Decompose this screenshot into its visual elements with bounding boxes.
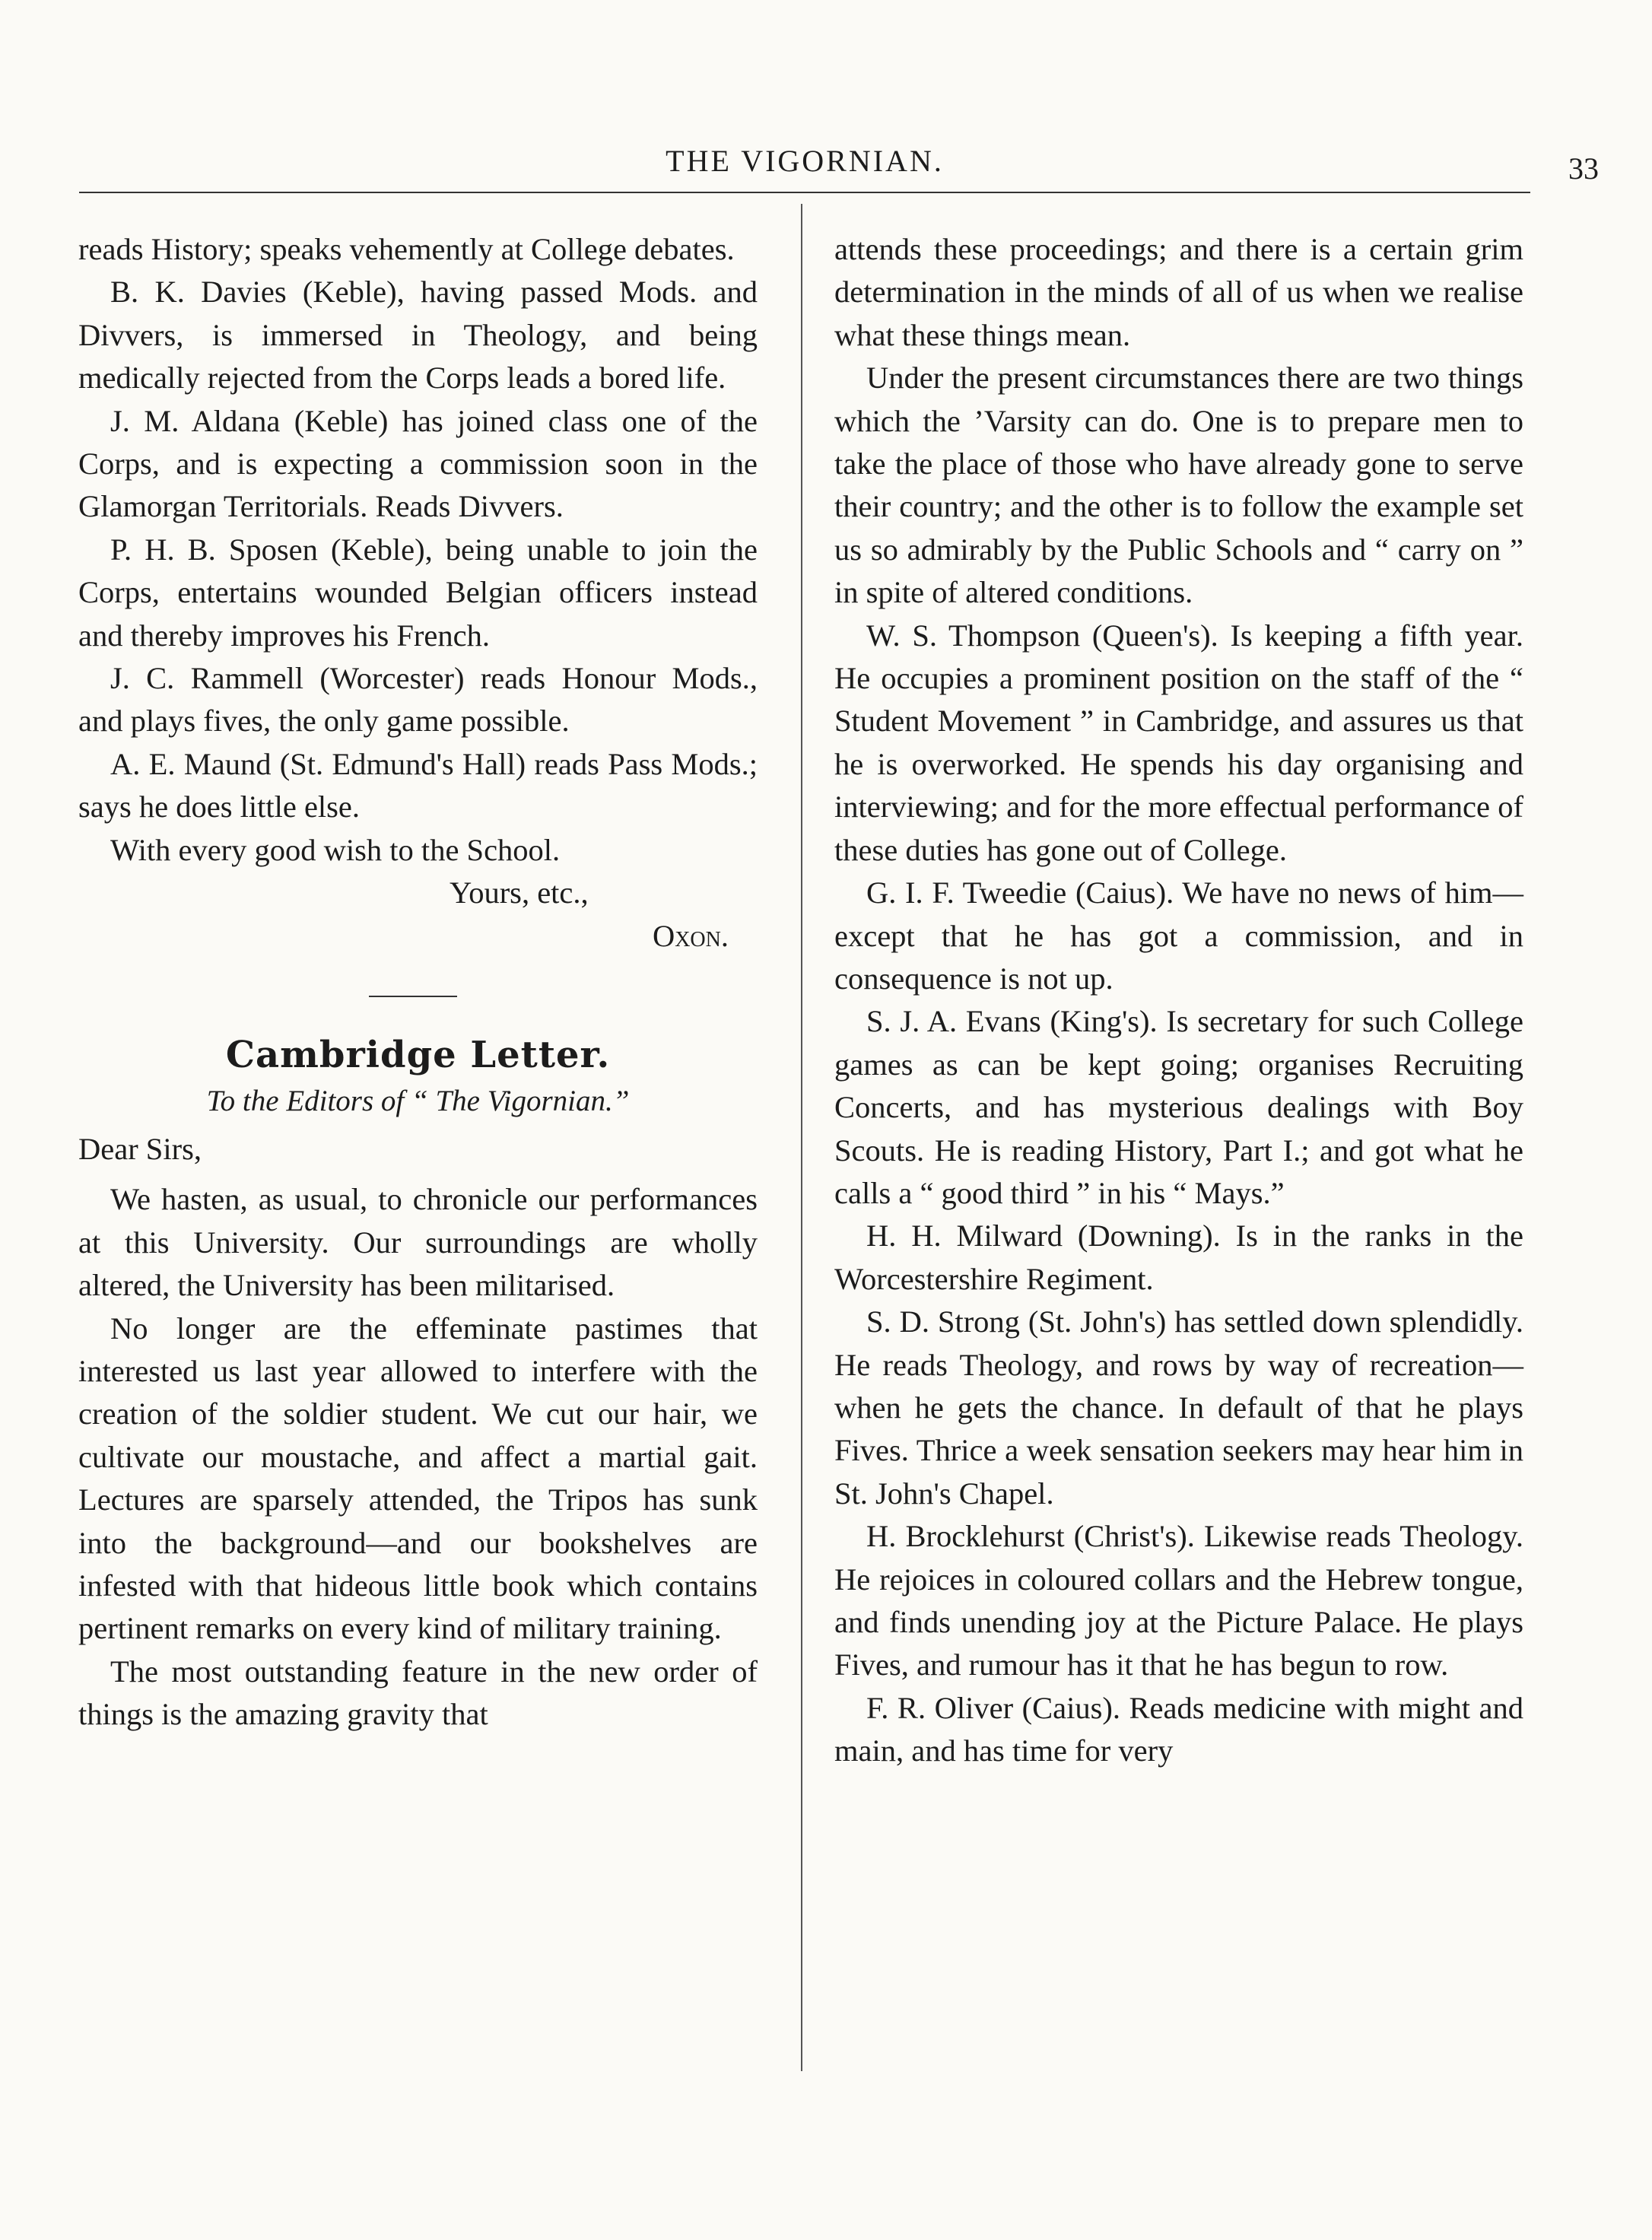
paragraph: We hasten, as usual, to chronicle our performances at this University. Our surroundings are wholly altered, the University has been militarised. xyxy=(78,1182,758,1303)
paragraph: J. C. Rammell (Worcester) reads Honour Mods., and plays fives, the only game possible. xyxy=(78,661,758,739)
paragraph: With every good wish to the School. xyxy=(110,832,561,867)
running-title: THE VIGORNIAN. xyxy=(666,144,944,178)
left-column xyxy=(78,228,758,1736)
column-divider xyxy=(801,204,802,2071)
paragraph: No longer are the effeminate pastimes that interested us last year allowed to interfere with the creation of the soldier student. We cut our hair, we cultivate our moustache, and affect a martial gait. Lectures are sparsely attended, the Tripos has sunk into the background—and our bookshelves are infested with that hideous little book which contains pertinent remarks on every kind of military training. xyxy=(78,1311,758,1646)
paragraph: attends these proceedings; and there is a certain grim determination in the minds of all of us when we realise what these things mean. xyxy=(834,232,1523,352)
paragraph: J. M. Aldana (Keble) has joined class one of the Corps, and is expecting a commission soon in the Glamorgan Territorials. Reads Divvers. xyxy=(78,403,758,524)
section-title: Cambridge Letter. xyxy=(225,1033,611,1076)
paragraph: G. I. F. Tweedie (Caius). We have no news of him—except that he has got a commission, and in consequence is not up. xyxy=(834,875,1523,996)
paragraph: H. H. Milward (Downing). Is in the ranks in the Worcestershire Regiment. xyxy=(834,1218,1523,1296)
section-subtitle: To the Editors of “ The Vigornian.” xyxy=(206,1084,630,1117)
running-head xyxy=(79,143,1599,189)
paragraph: P. H. B. Sposen (Keble), being unable to join the Corps, entertains wounded Belgian officers instead and thereby improves his French. xyxy=(78,532,758,653)
paragraph: The most outstanding feature in the new order of things is the amazing gravity that xyxy=(78,1654,758,1732)
right-column xyxy=(834,228,1523,1773)
page-number: 33 xyxy=(1568,151,1599,186)
signoff: Yours, etc., xyxy=(450,875,589,910)
section-separator xyxy=(369,996,457,997)
paragraph: F. R. Oliver (Caius). Reads medicine with might and main, and has time for very xyxy=(834,1690,1523,1768)
header-rule xyxy=(79,192,1530,193)
paragraph: Under the present circumstances there are two things which the ’Varsity can do. One is to prepare men to take the place of those who have already gone to serve their country; and the other is to follow the example set us so admirably by the Public Schools and “ carry on ” in spite of altered conditions. xyxy=(834,361,1523,610)
paragraph: S. D. Strong (St. John's) has settled down splendidly. He reads Theology, and rows by way of recreation—when he gets the chance. In default of that he plays Fives. Thrice a week sensation seekers may hear him in St. John's Chapel. xyxy=(834,1304,1523,1511)
paragraph: H. Brocklehurst (Christ's). Likewise reads Theology. He rejoices in coloured collars and the Hebrew tongue, and finds unending joy at the Picture Palace. He plays Fives, and rumour has it that he has begun to row. xyxy=(834,1519,1523,1682)
paragraph: S. J. A. Evans (King's). Is secretary for such College games as can be kept going; organises Recruiting Concerts, and has mysterious dealings with Boy Scouts. He is reading History, Part I.; and got what he calls a “ good third ” in his “ Mays.” xyxy=(834,1004,1523,1210)
paragraph: reads History; speaks vehemently at College debates. xyxy=(78,232,735,266)
paragraph: A. E. Maund (St. Edmund's Hall) reads Pass Mods.; says he does little else. xyxy=(78,746,758,825)
salutation: Dear Sirs, xyxy=(78,1131,202,1166)
paragraph: B. K. Davies (Keble), having passed Mods. and Divvers, is immersed in Theology, and being medically rejected from the Corps leads a bored life. xyxy=(78,275,758,396)
signature: Oxon. xyxy=(652,918,729,953)
paragraph: W. S. Thompson (Queen's). Is keeping a fifth year. He occupies a prominent position on the staff of the “ Student Movement ” in Cambridge, and assures us that he is overworked. He spends his day organising and interviewing; and for the more effectual performance of these duties has gone out of College. xyxy=(834,618,1523,867)
